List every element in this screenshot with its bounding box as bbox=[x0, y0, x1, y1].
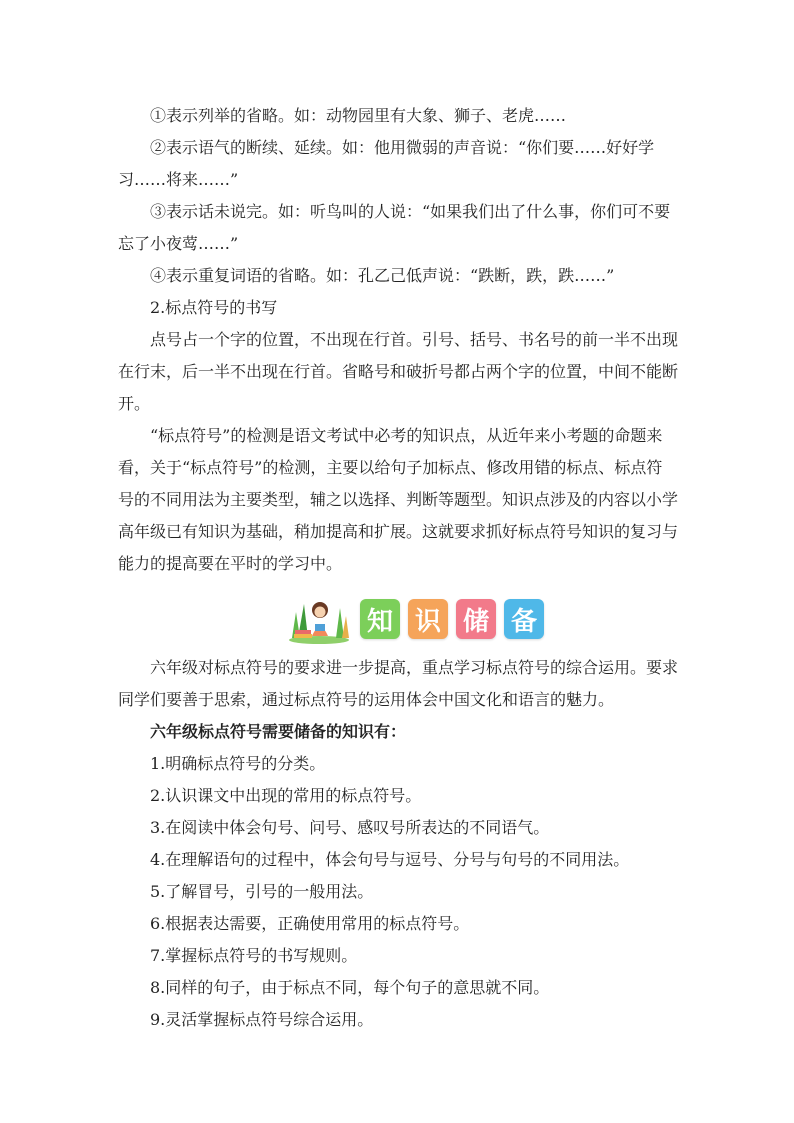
banner-char-shi: 识 bbox=[408, 599, 448, 639]
section-title-writing: 2.标点符号的书写 bbox=[150, 298, 278, 317]
list-item-ellipsis-3: ③表示话未说完。如：听鸟叫的人说：“如果我们出了什么事，你们可不要忘了小夜莺……” bbox=[118, 202, 671, 253]
knowledge-heading: 六年级标点符号需要储备的知识有： bbox=[150, 722, 407, 741]
knowledge-intro: 六年级对标点符号的要求进一步提高，重点学习标点符号的综合运用。要求同学们要善于思索，通过标点符号的运用体会中国文化和语言的魅力。 bbox=[118, 658, 679, 709]
banner-char-chu: 储 bbox=[456, 599, 496, 639]
knowledge-item-7: 7.掌握标点符号的书写规则。 bbox=[150, 946, 358, 965]
banner-char-zhi: 知 bbox=[360, 599, 400, 639]
list-item-ellipsis-1: ①表示列举的省略。如：动物园里有大象、狮子、老虎…… bbox=[150, 106, 567, 125]
intro-paragraph: “标点符号”的检测是语文考试中必考的知识点，从近年来小考题的命题来看，关于“标点符号”的检测，主要以给句子加标点、修改用错的标点、标点符号的不同用法为主要类型，辅之以选择、判断等题型。知识点涉及的内容以小学高年级已有知识为基础，稍加提高和扩展。这就要求抓好标点符号知识的复习与能力的提高要在平时的学习中。 bbox=[118, 426, 679, 573]
knowledge-item-9: 9.灵活掌握标点符号综合运用。 bbox=[150, 1010, 374, 1029]
knowledge-item-6: 6.根据表达需要，正确使用常用的标点符号。 bbox=[150, 914, 470, 933]
list-item-ellipsis-2: ②表示语气的断续、延续。如：他用微弱的声音说：“你们要……好好学习……将来……” bbox=[118, 138, 655, 189]
list-item-ellipsis-4: ④表示重复词语的省略。如：孔乙己低声说：“跌断，跌，跌……” bbox=[150, 266, 615, 285]
reading-girl-illustration-icon bbox=[286, 594, 352, 644]
knowledge-item-8: 8.同样的句子，由于标点不同，每个句子的意思就不同。 bbox=[150, 978, 550, 997]
knowledge-item-1: 1.明确标点符号的分类。 bbox=[150, 754, 326, 773]
knowledge-item-2: 2.认识课文中出现的常用的标点符号。 bbox=[150, 786, 422, 805]
knowledge-item-3: 3.在阅读中体会句号、问号、感叹号所表达的不同语气。 bbox=[150, 818, 550, 837]
knowledge-item-5: 5.了解冒号，引号的一般用法。 bbox=[150, 882, 374, 901]
section-body-writing: 点号占一个字的位置，不出现在行首。引号、括号、书名号的前一半不出现在行末，后一半不出现在行首。省略号和破折号都占两个字的位置，中间不能断开。 bbox=[118, 330, 679, 413]
knowledge-banner bbox=[286, 594, 546, 644]
knowledge-item-4: 4.在理解语句的过程中，体会句号与逗号、分号与句号的不同用法。 bbox=[150, 850, 630, 869]
banner-char-bei: 备 bbox=[504, 599, 544, 639]
